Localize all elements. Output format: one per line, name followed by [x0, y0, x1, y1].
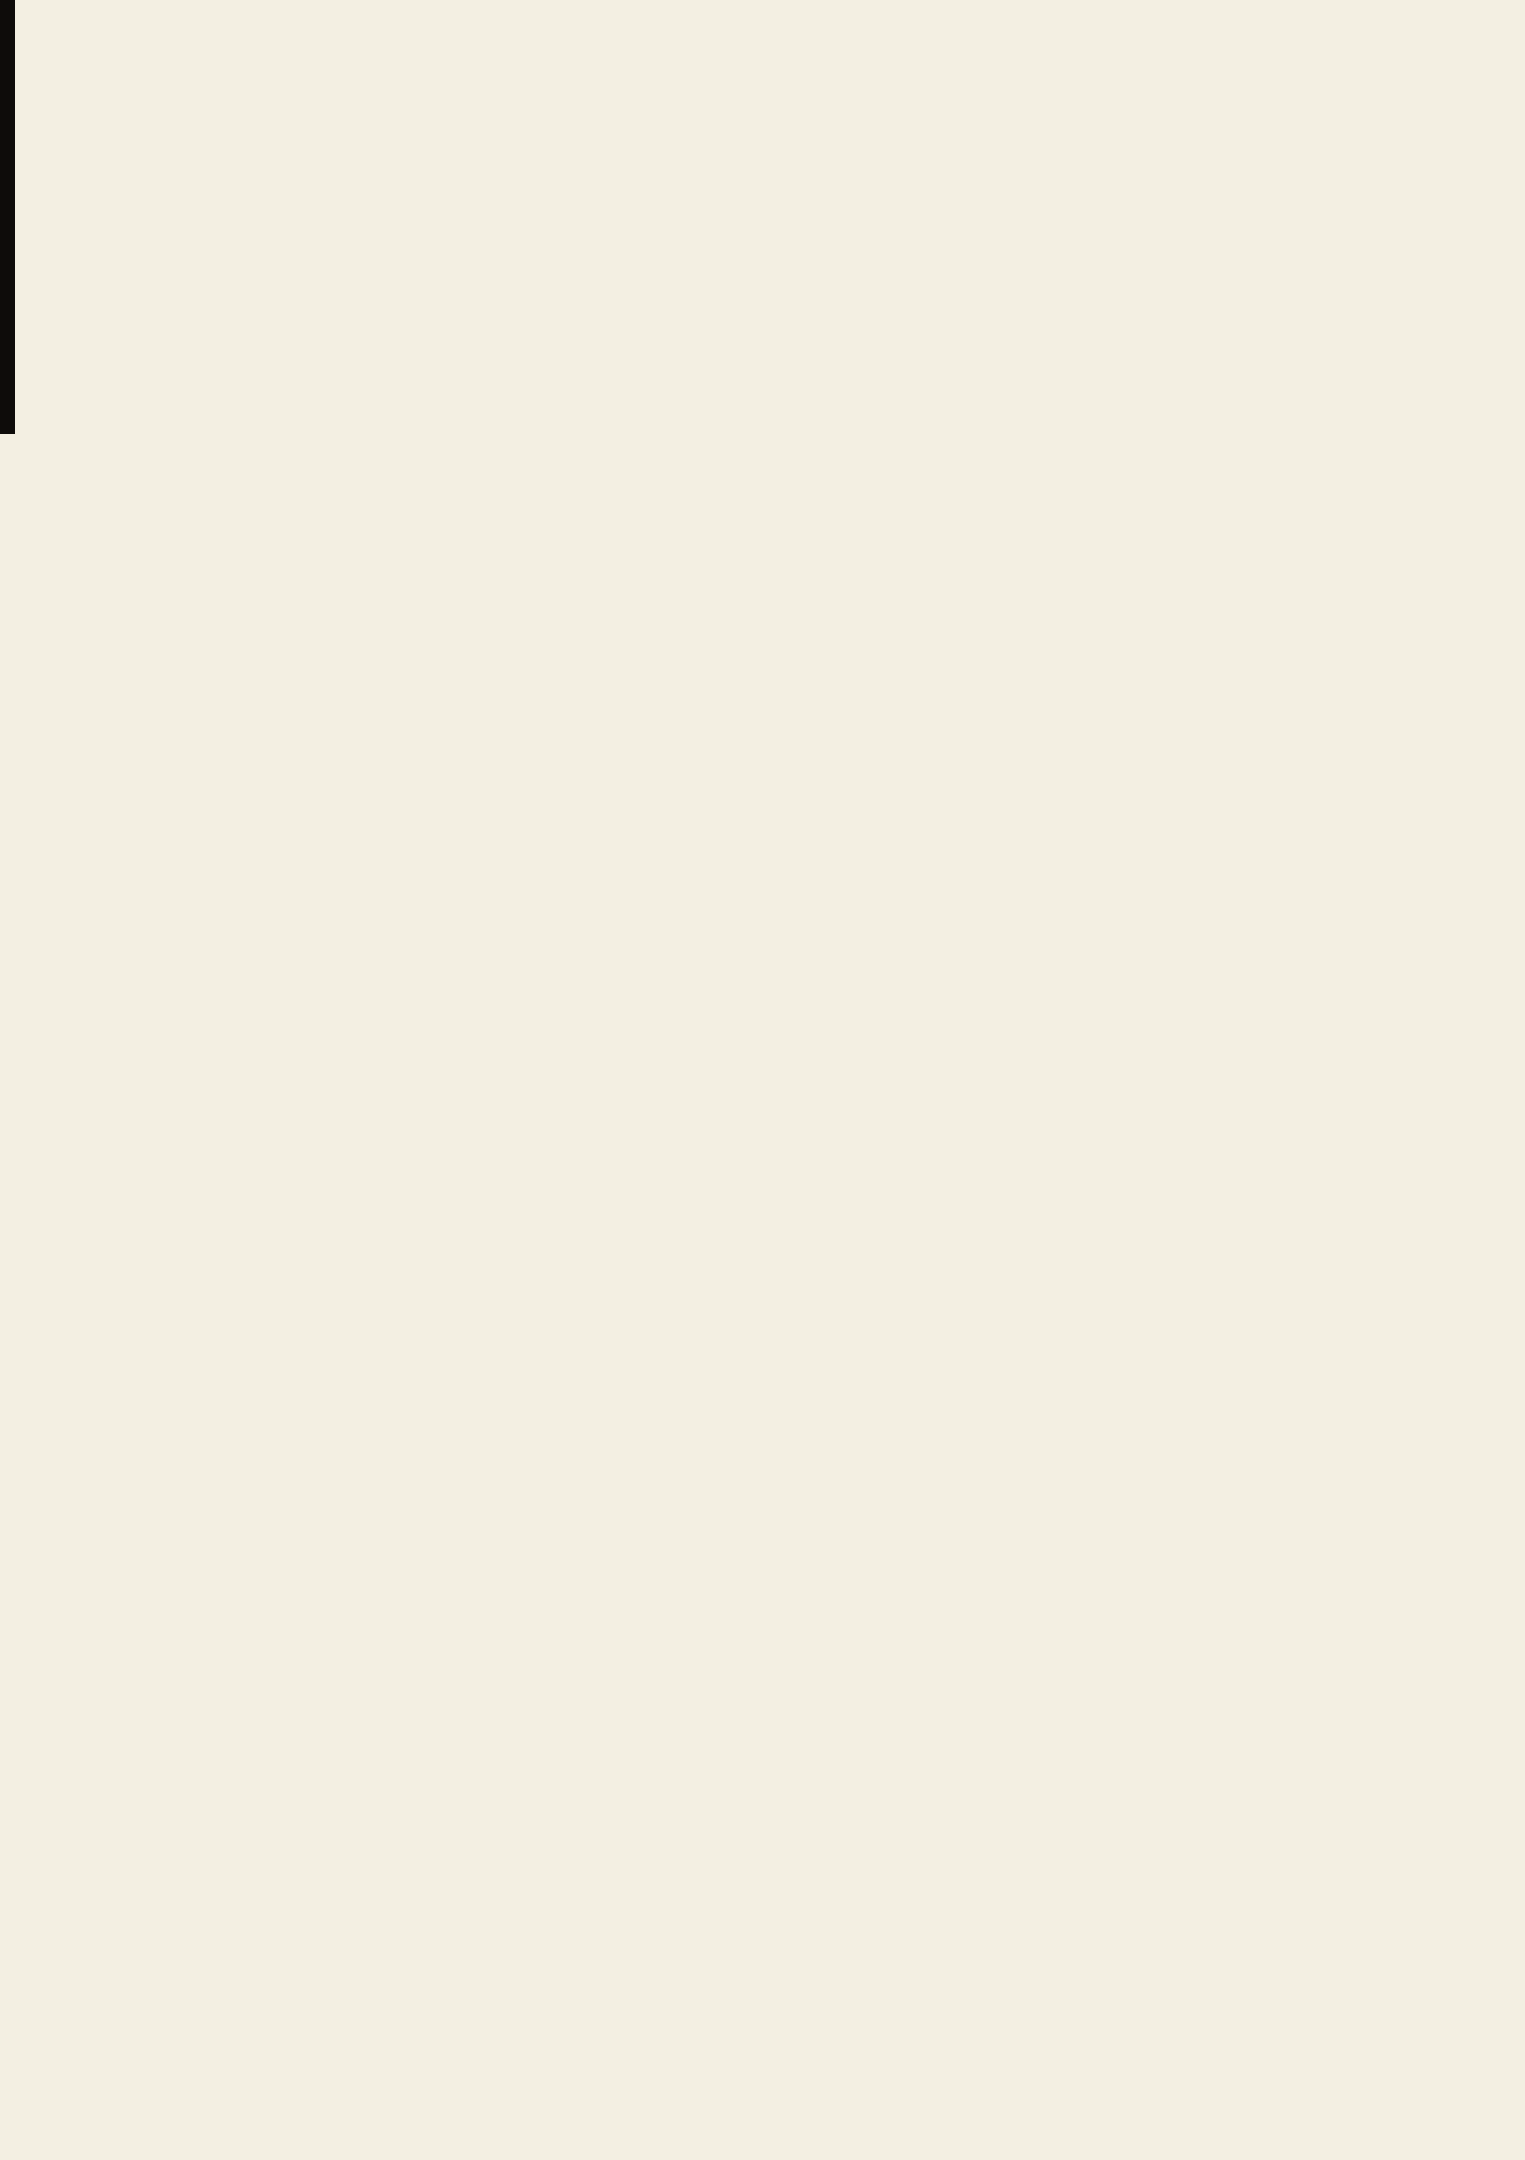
page-footer: [42, 2082, 64, 2116]
